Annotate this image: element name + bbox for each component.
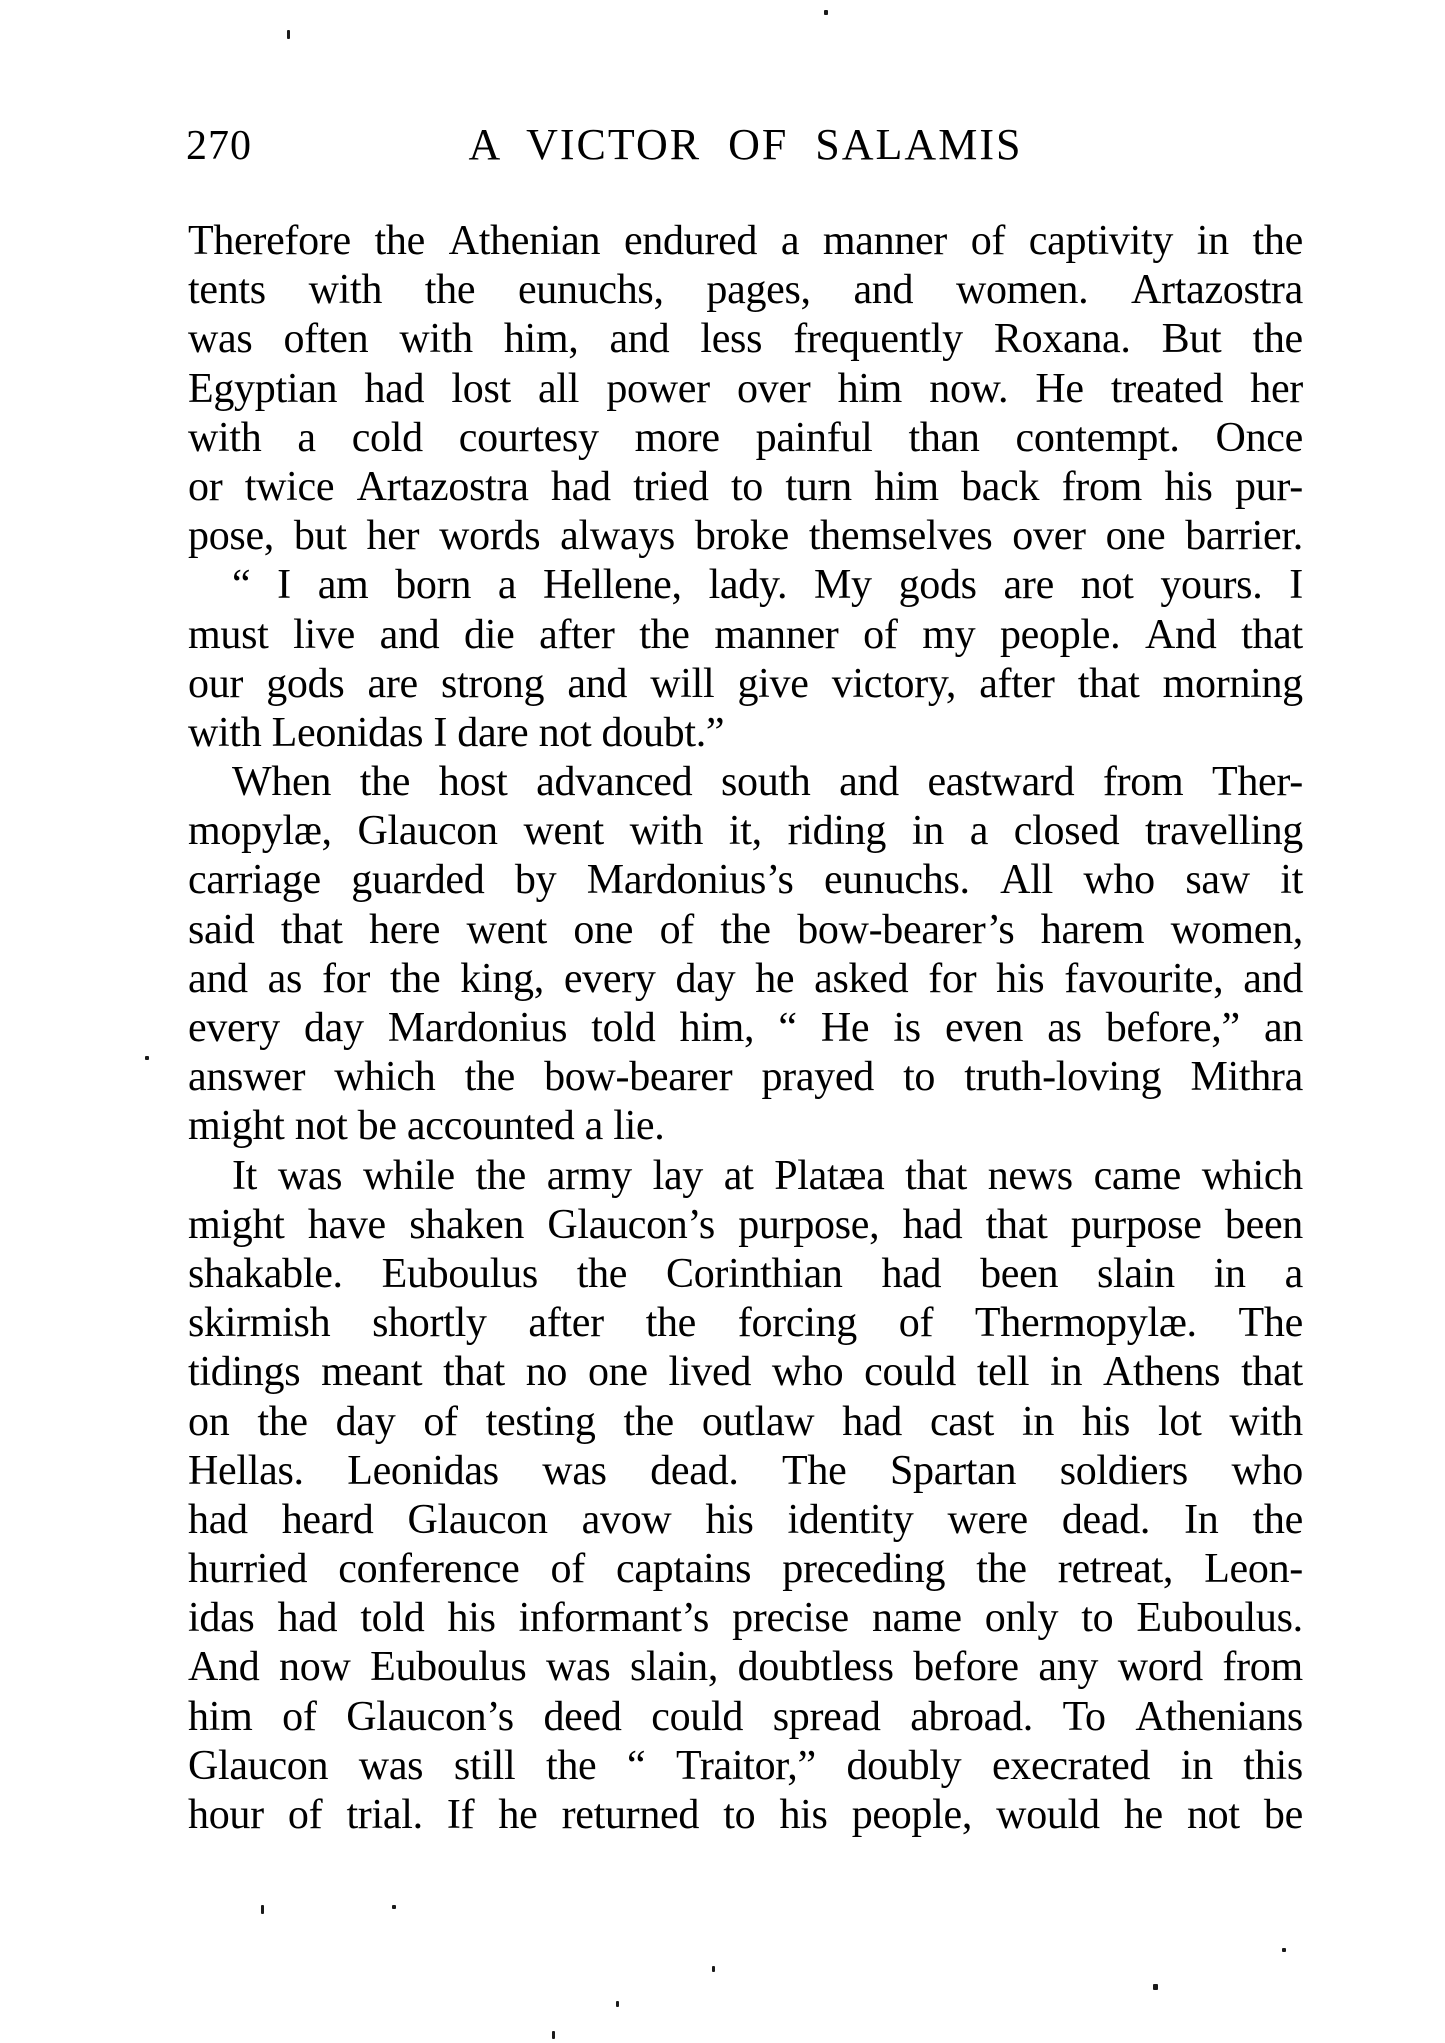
scan-artifact (261, 1905, 264, 1914)
text-line: said that here went one of the bow-bearer’s harem women, (188, 906, 1303, 953)
text-line: every day Mardonius told him, “ He is even as before,” an (188, 1005, 1303, 1051)
text-line: skirmish shortly after the forcing of Thermopylæ. The (188, 1300, 1303, 1347)
text-line: carriage guarded by Mardonius’s eunuchs. All who saw it (188, 857, 1303, 904)
text-line: It was while the army lay at Platæa that news came which (232, 1152, 1303, 1199)
page-body-text (188, 217, 1303, 1840)
text-line: And now Euboulus was slain, doubtless before any word from (188, 1644, 1303, 1691)
text-line: tidings meant that no one lived who could tell in Athens that (188, 1349, 1303, 1396)
text-line: and as for the king, every day he asked for his favourite, and (188, 955, 1303, 1002)
text-line: shakable. Euboulus the Corinthian had been slain in a (188, 1250, 1303, 1297)
text-line: our gods are strong and will give victory, after that morning (188, 660, 1303, 707)
text-line: was often with him, and less frequently Roxana. But the (188, 316, 1303, 363)
text-line: him of Glaucon’s deed could spread abroad. To Athenians (188, 1693, 1303, 1740)
text-line: Glaucon was still the “ Traitor,” doubly execrated in this (188, 1742, 1303, 1789)
page-number: 270 (186, 123, 252, 169)
paragraph (188, 217, 1303, 561)
text-line: hurried conference of captains preceding the retreat, Leon- (188, 1546, 1303, 1593)
text-line: might not be accounted a lie. (188, 1103, 665, 1150)
text-line: must live and die after the manner of my people. And that (188, 611, 1303, 658)
text-line: Therefore the Athenian endured a manner of captivity in the (188, 218, 1303, 264)
text-line: tents with the eunuchs, pages, and women. Artazostra (188, 267, 1303, 314)
scan-artifact (1153, 1984, 1158, 1990)
text-line: Hellas. Leonidas was dead. The Spartan soldiers who (188, 1447, 1303, 1494)
text-line: mopylæ, Glaucon went with it, riding in a closed travelling (188, 808, 1303, 855)
text-line: Egyptian had lost all power over him now. He treated her (188, 365, 1303, 412)
scan-artifact (552, 2031, 555, 2039)
scan-artifact (616, 2001, 619, 2007)
text-line: had heard Glaucon avow his identity were dead. In the (188, 1496, 1303, 1543)
text-line: pose, but her words always broke themselves over one barrier. (188, 513, 1303, 560)
scan-artifact (392, 1905, 396, 1909)
scan-artifact (145, 1056, 149, 1060)
text-line: on the day of testing the outlaw had cast in his lot with (188, 1398, 1303, 1445)
text-line: with a cold courtesy more painful than contempt. Once (188, 414, 1303, 461)
running-head-title: A VICTOR OF SALAMIS (468, 120, 1023, 169)
paragraph (188, 758, 1303, 1152)
scan-artifact (287, 30, 290, 39)
text-line: answer which the bow-bearer prayed to truth-loving Mithra (188, 1054, 1303, 1101)
paragraph (188, 561, 1303, 758)
scan-artifact (712, 1966, 715, 1972)
scan-artifact (1282, 1948, 1286, 1952)
text-line: with Leonidas I dare not doubt.” (188, 709, 725, 756)
scan-artifact (824, 10, 828, 15)
text-line: When the host advanced south and eastward from Ther- (232, 759, 1303, 806)
text-line: or twice Artazostra had tried to turn him back from his pur- (188, 463, 1303, 510)
text-line: might have shaken Glaucon’s purpose, had that purpose been (188, 1201, 1303, 1248)
text-line: idas had told his informant’s precise name only to Euboulus. (188, 1595, 1303, 1642)
text-line: “ I am born a Hellene, lady. My gods are not yours. I (232, 562, 1303, 609)
paragraph (188, 1152, 1303, 1841)
text-line: hour of trial. If he returned to his people, would he not be (188, 1792, 1303, 1838)
